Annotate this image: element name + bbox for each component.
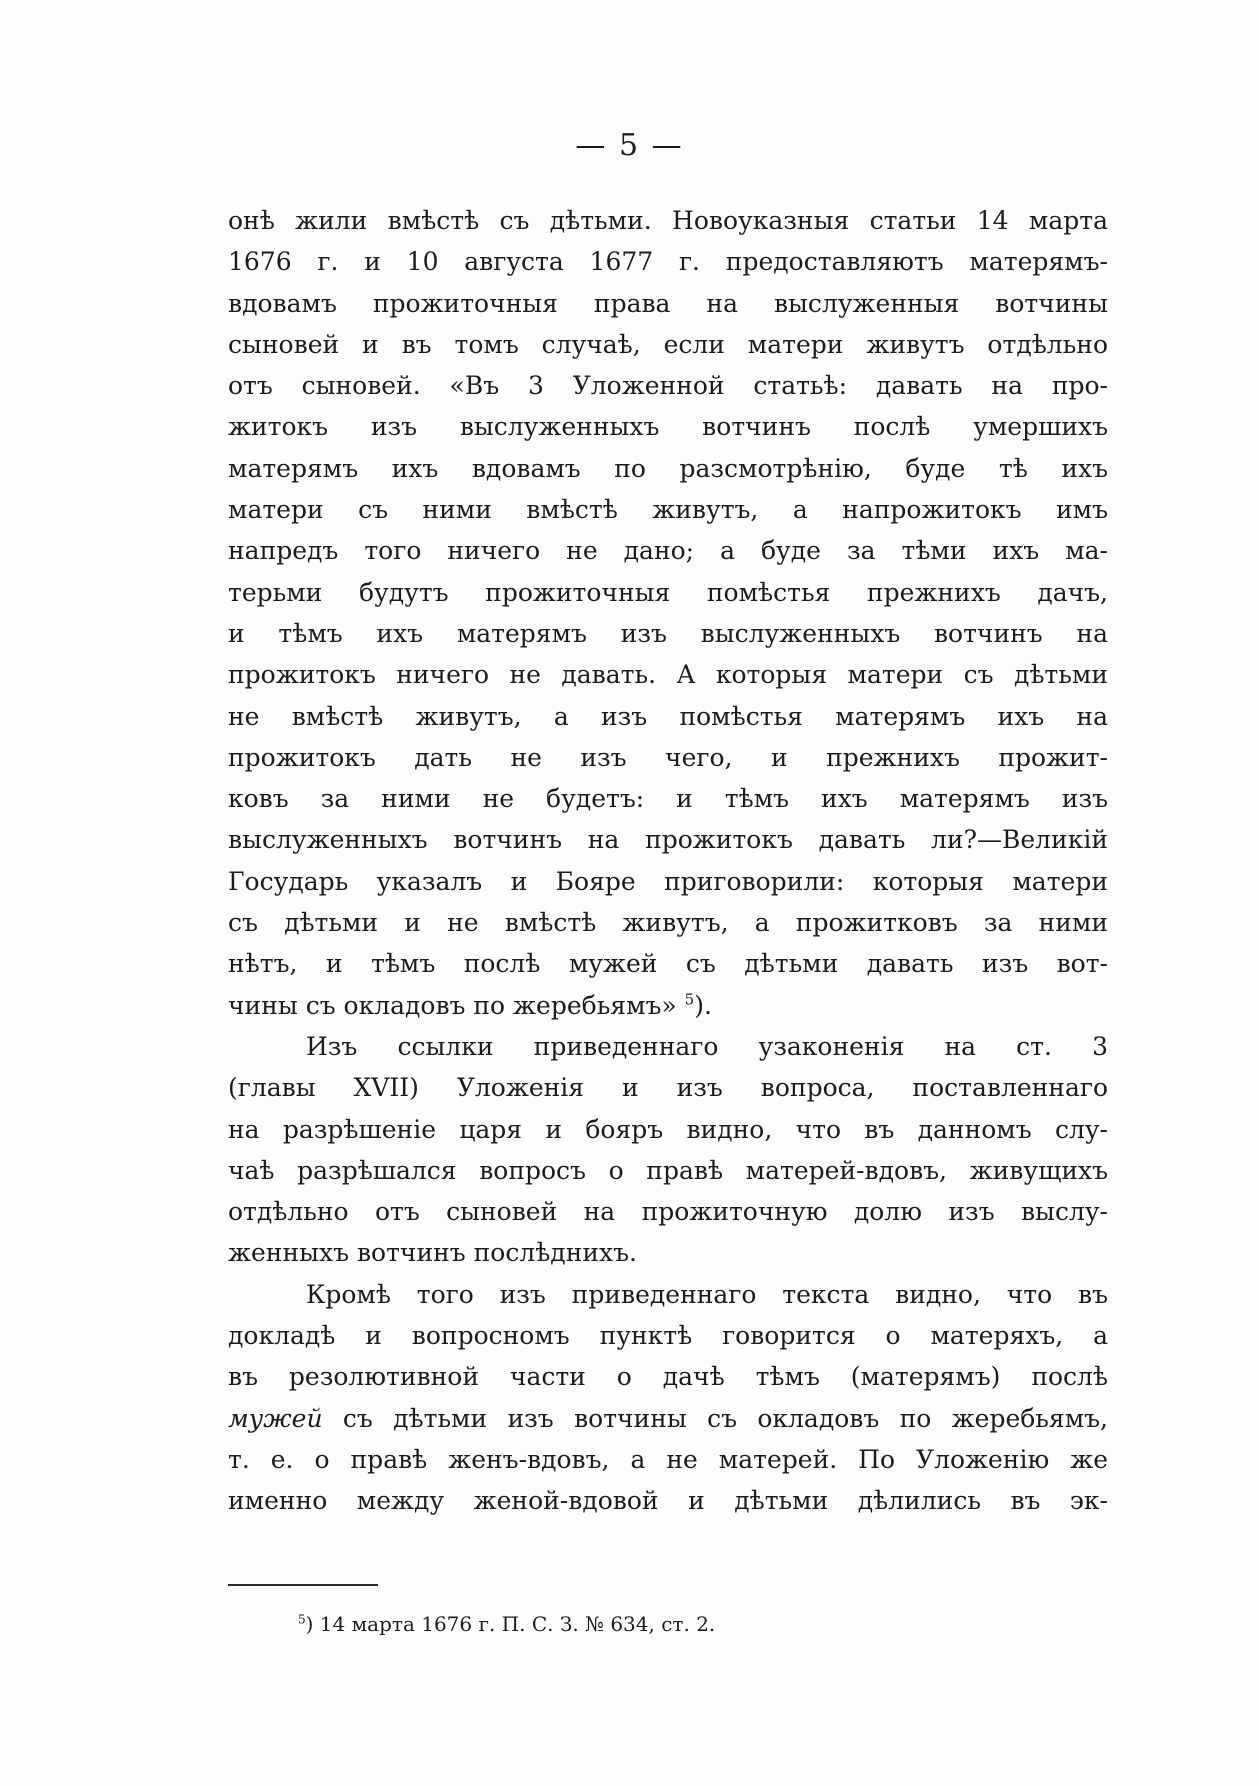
page-number: — 5 —	[575, 128, 684, 163]
body-text	[228, 200, 1108, 1522]
footnote	[298, 1612, 715, 1636]
text-line	[228, 985, 1108, 1026]
text-line: напредъ того ничего не дано; а буде за тѣми ихъ ма-	[228, 536, 1108, 566]
text-line: отъ сыновей. «Въ 3 Уложенной статьѣ: давать на про-	[228, 371, 1108, 401]
text-line: съ дѣтьми и не вмѣстѣ живутъ, а прожитковъ за ними	[228, 908, 1108, 938]
text-line: на разрѣшеніе царя и бояръ видно, что въ данномъ слу-	[228, 1114, 1108, 1144]
text-line: докладѣ и вопросномъ пунктѣ говорится о матеряхъ, а	[228, 1321, 1108, 1351]
text-line: Государь указалъ и Бояре приговорили: которыя матери	[228, 866, 1108, 896]
text-line: чаѣ разрѣшался вопросъ о правѣ матерей-вдовъ, живущихъ	[228, 1155, 1108, 1185]
text-line: 1676 г. и 10 августа 1677 г. предоставляютъ матерямъ-	[228, 247, 1108, 277]
text-line: ковъ за ними не будетъ: и тѣмъ ихъ матерямъ изъ	[228, 784, 1108, 814]
footnote-divider	[228, 1584, 378, 1586]
text-line: въ резолютивной части о дачѣ тѣмъ (матерямъ) послѣ	[228, 1362, 1108, 1392]
text-line: нѣтъ, и тѣмъ послѣ мужей съ дѣтьми давать изъ вот-	[228, 949, 1108, 979]
emphasis-word: мужей	[228, 1403, 323, 1433]
text-line: онѣ жили вмѣстѣ съ дѣтьми. Новоуказныя статьи 14 марта	[228, 206, 1108, 235]
paragraph-start-line: Кромѣ того изъ приведеннаго текста видно, что въ	[306, 1279, 1108, 1309]
footnote-ref[interactable]: 5	[684, 990, 695, 1009]
text-line: прожитокъ дать не изъ чего, и прежнихъ прожит-	[228, 742, 1108, 772]
text-line: матерямъ ихъ вдовамъ по разсмотрѣнію, буде тѣ ихъ	[228, 453, 1108, 483]
quote-close: ).	[694, 990, 712, 1020]
text-line: (главы XVII) Уложенія и изъ вопроса, поставленнаго	[228, 1073, 1108, 1103]
text-line: житокъ изъ выслуженныхъ вотчинъ послѣ умершихъ	[228, 412, 1108, 442]
text-line: именно между женой-вдовой и дѣтьми дѣлились въ эк-	[228, 1486, 1108, 1516]
text-line: не вмѣстѣ живутъ, а изъ помѣстья матерямъ ихъ на	[228, 701, 1108, 731]
text-line	[228, 1398, 1108, 1439]
line-rest: съ дѣтьми изъ вотчины съ окладовъ по жеребьямъ,	[322, 1403, 1108, 1433]
text-line: т. е. о правѣ женъ-вдовъ, а не матерей. По Уложенію же	[228, 1444, 1108, 1474]
text-line: женныхъ вотчинъ послѣднихъ.	[228, 1238, 637, 1268]
text-line: отдѣльно отъ сыновей на прожиточную долю изъ выслу-	[228, 1197, 1108, 1227]
paragraph-start-line: Изъ ссылки приведеннаго узаконенія на ст. 3	[306, 1031, 1108, 1061]
text-line: прожитокъ ничего не давать. А которыя матери съ дѣтьми	[228, 660, 1108, 690]
text-line: матери съ ними вмѣстѣ живутъ, а напрожитокъ имъ	[228, 495, 1108, 525]
quote-end-text: чины съ окладовъ по жеребьямъ»	[228, 990, 677, 1020]
text-line: и тѣмъ ихъ матерямъ изъ выслуженныхъ вотчинъ на	[228, 618, 1108, 648]
footnote-text: ) 14 марта 1676 г. П. С. З. № 634, ст. 2.	[305, 1612, 716, 1636]
text-line: сыновей и въ томъ случаѣ, если матери живутъ отдѣльно	[228, 329, 1108, 359]
text-line: выслуженныхъ вотчинъ на прожитокъ давать ли?—Великій	[228, 825, 1108, 855]
footnote-marker: 5	[298, 1612, 306, 1627]
text-line: вдовамъ прожиточныя права на выслуженныя вотчины	[228, 288, 1108, 318]
text-line: терьми будутъ прожиточныя помѣстья прежнихъ дачъ,	[228, 577, 1108, 607]
